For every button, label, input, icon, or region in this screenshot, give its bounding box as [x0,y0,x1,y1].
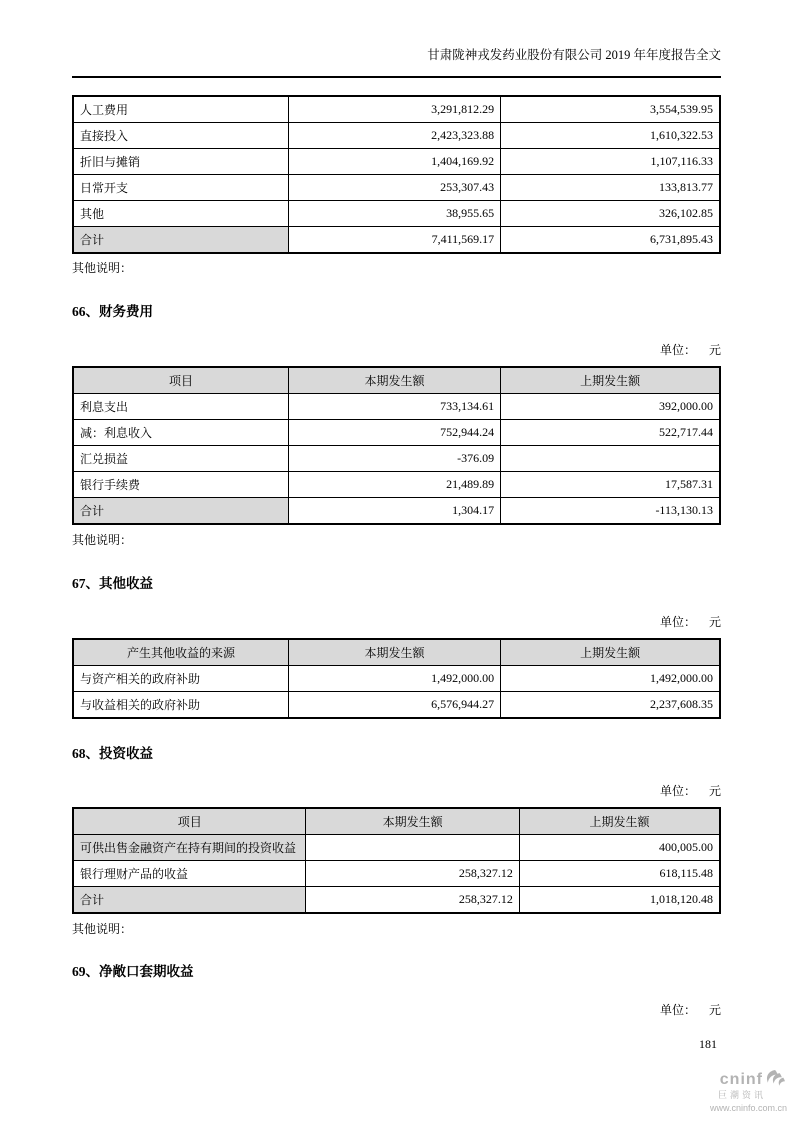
current-period-total: 1,304.17 [288,498,500,525]
total-label: 合计 [73,498,288,525]
current-period-value: 752,944.24 [288,420,500,446]
prior-period-value: 17,587.31 [501,472,720,498]
cninfo-url: www.cninfo.com.cn [709,1103,787,1113]
row-label: 减：利息收入 [73,420,288,446]
prior-period-value: 1,492,000.00 [501,666,720,692]
cninfo-chinese-name: 巨潮资讯 [717,1090,766,1100]
other-income-table [72,638,721,719]
cninfo-logo [710,1070,787,1089]
page-number: 181 [699,1037,717,1051]
report-title: 甘肃陇神戎发药业股份有限公司 2019 年年度报告全文 [427,48,721,62]
table-row [73,175,720,201]
column-header-item: 项目 [73,808,306,835]
current-period-value: 733,134.61 [288,394,500,420]
prior-period-total: 1,018,120.48 [519,887,720,914]
row-label: 日常开支 [73,175,288,201]
row-label: 银行手续费 [73,472,288,498]
row-label: 与收益相关的政府补助 [73,692,288,719]
prior-period-value: 1,610,322.53 [501,123,720,149]
unit-value: 元 [708,1003,721,1017]
current-period-total: 7,411,569.17 [288,227,500,254]
table-row [73,835,720,861]
table-row [73,394,720,420]
section-heading-67: 67、其他收益 [72,576,153,591]
prior-period-value: 2,237,608.35 [501,692,720,719]
other-notes-label: 其他说明： [72,533,133,547]
financial-expenses-table [72,366,721,525]
table-row [73,149,720,175]
section-heading-69: 69、净敞口套期收益 [72,964,194,979]
current-period-value: 38,955.65 [288,201,500,227]
column-header-prior: 上期发生额 [501,639,720,666]
table-row [73,123,720,149]
cninfo-swirl-icon [765,1070,787,1089]
total-row [73,227,720,254]
prior-period-value: 522,717.44 [501,420,720,446]
current-period-total: 258,327.12 [306,887,520,914]
unit-label: 单位： [659,1003,696,1017]
table-row [73,201,720,227]
unit-line [72,343,721,357]
cninfo-brand [710,1070,787,1114]
current-period-value: 21,489.89 [288,472,500,498]
unit-value: 元 [708,343,721,357]
prior-period-value: 326,102.85 [501,201,720,227]
prior-period-value: 133,813.77 [501,175,720,201]
unit-line [72,1003,721,1017]
table-row [73,420,720,446]
header-row [73,808,720,835]
unit-label: 单位： [659,343,696,357]
table-row [73,96,720,123]
column-header-prior: 上期发生额 [501,367,720,394]
header-row [73,639,720,666]
section-heading-68: 68、投资收益 [72,746,153,761]
row-label: 汇兑损益 [73,446,288,472]
total-label: 合计 [73,887,306,914]
prior-period-value: 3,554,539.95 [501,96,720,123]
prior-period-total: 6,731,895.43 [501,227,720,254]
unit-label: 单位： [659,615,696,629]
unit-value: 元 [708,784,721,798]
current-period-value: 253,307.43 [288,175,500,201]
row-label: 与资产相关的政府补助 [73,666,288,692]
page-content [72,0,721,1017]
prior-period-value: 1,107,116.33 [501,149,720,175]
table-row [73,861,720,887]
row-label: 其他 [73,201,288,227]
document-header [72,48,721,78]
current-period-value: 3,291,812.29 [288,96,500,123]
prior-period-value: 400,005.00 [519,835,720,861]
row-label: 直接投入 [73,123,288,149]
unit-line [72,615,721,629]
unit-line [72,784,721,798]
current-period-value: 2,423,323.88 [288,123,500,149]
total-label: 合计 [73,227,288,254]
total-row [73,498,720,525]
investment-income-table [72,807,721,914]
other-notes-label: 其他说明： [72,922,133,936]
column-header-current: 本期发生额 [288,367,500,394]
row-label: 人工费用 [73,96,288,123]
current-period-value: 6,576,944.27 [288,692,500,719]
current-period-value: 1,404,169.92 [288,149,500,175]
total-row [73,887,720,914]
table-row [73,692,720,719]
prior-period-total: -113,130.13 [501,498,720,525]
column-header-item: 项目 [73,367,288,394]
cninfo-logo-text: cninf [719,1071,763,1088]
prior-period-value: 618,115.48 [519,861,720,887]
table-row [73,666,720,692]
table-row [73,472,720,498]
column-header-source: 产生其他收益的来源 [73,639,288,666]
row-label: 可供出售金融资产在持有期间的投资收益 [73,835,306,861]
current-period-value: -376.09 [288,446,500,472]
unit-label: 单位： [659,784,696,798]
column-header-current: 本期发生额 [288,639,500,666]
current-period-value: 258,327.12 [306,861,520,887]
row-label: 折旧与摊销 [73,149,288,175]
current-period-value: 1,492,000.00 [288,666,500,692]
column-header-current: 本期发生额 [306,808,520,835]
header-row [73,367,720,394]
section-heading-66: 66、财务费用 [72,304,153,319]
prior-period-value: 392,000.00 [501,394,720,420]
expense-breakdown-table [72,95,721,254]
row-label: 银行理财产品的收益 [73,861,306,887]
current-period-value [306,835,520,861]
unit-value: 元 [708,615,721,629]
prior-period-value [501,446,720,472]
row-label: 利息支出 [73,394,288,420]
other-notes-label: 其他说明： [72,261,133,275]
table-row [73,446,720,472]
column-header-prior: 上期发生额 [519,808,720,835]
